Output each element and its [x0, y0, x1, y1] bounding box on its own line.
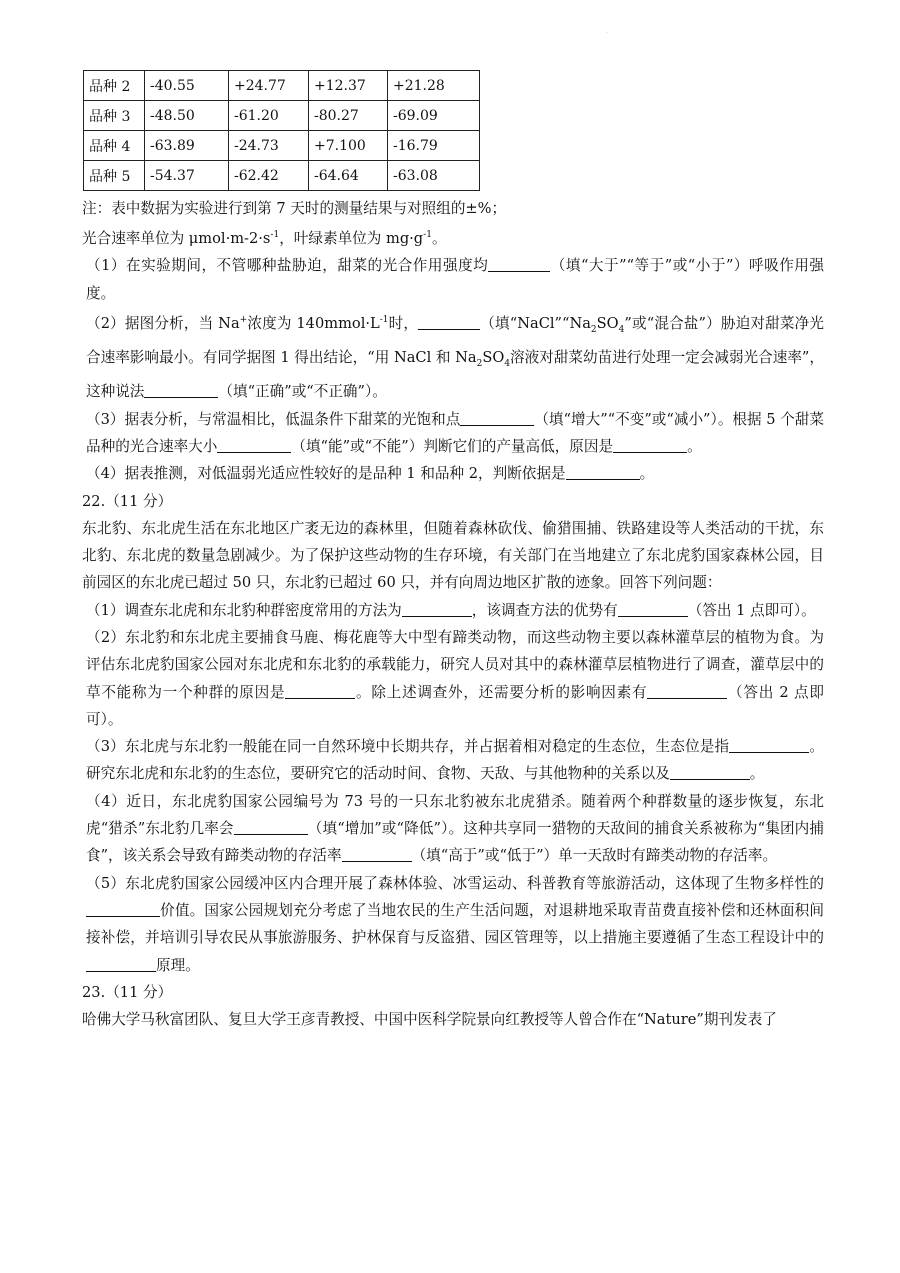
q22-part1: （1）调查东北虎和东北豹种群密度常用的方法为 ，该调查方法的优势有 （答出 1 点即可）。 — [86, 601, 816, 619]
answer-blank[interactable] — [460, 410, 534, 426]
q22-part2: （2）东北豹和东北虎主要捕食马鹿、梅花鹿等大中型有蹄类动物，而这些动物主要以森林灌草层的植物为食。为评估东北虎豹国家公园对东北虎和东北豹的承载能力，研究人员对其中的森林灌草层植物进行了调查，灌草层中的草不能称为一个种群的原因是 。除上述调查外，还需要分析的影响因素有 （答出 2 点即可）。 — [86, 628, 824, 728]
answer-blank[interactable] — [285, 683, 355, 699]
value-cell: -63.08 — [388, 161, 480, 191]
answer-blank[interactable] — [613, 437, 687, 453]
table-row — [84, 101, 480, 131]
answer-blank[interactable] — [670, 764, 750, 780]
row-label-cell: 品种 5 — [84, 161, 145, 191]
value-cell: -63.89 — [145, 131, 229, 161]
q23-intro: 哈佛大学马秋富团队、复旦大学王彦青教授、中国中医科学院景向红教授等人曾合作在“Nature”期刊发表了 — [82, 1011, 777, 1029]
value-cell: +7.100 — [309, 131, 388, 161]
answer-blank[interactable] — [86, 901, 160, 917]
answer-blank[interactable] — [566, 464, 640, 480]
row-label-cell: 品种 4 — [84, 131, 145, 161]
table-row — [84, 71, 480, 101]
answer-blank[interactable] — [402, 601, 472, 617]
value-cell: -24.73 — [229, 131, 309, 161]
value-cell: -80.27 — [309, 101, 388, 131]
table-row — [84, 161, 480, 191]
q22-part3: （3）东北虎与东北豹一般能在同一自然环境中长期共存，并占据着相对稳定的生态位，生态位是指 。研究东北虎和东北豹的生态位，要研究它的活动时间、食物、天敌、与其他物种的关系以及 。 — [86, 738, 824, 783]
value-cell: -61.20 — [229, 101, 309, 131]
answer-blank[interactable] — [647, 683, 727, 699]
q22-part4: （4）近日，东北虎豹国家公园编号为 73 号的一只东北豹被东北虎猎杀。随着两个种群数量的逐步恢复，东北虎“猎杀”东北豹几率会 （填“增加”或“降低”）。这种共享同一猎物的天敌间的捕食关系被称为“集团内捕食”，该关系会导致有蹄类动物的存活率 （填“高于”或“低于”）单一天敌时有蹄类动物的存活率。 — [86, 792, 824, 865]
value-cell: -69.09 — [388, 101, 480, 131]
document-text — [82, 195, 824, 1033]
document-page — [82, 70, 824, 1033]
q22-intro: 东北豹、东北虎生活在东北地区广袤无边的森林里，但随着森林砍伐、偷猎围捕、铁路建设等人类活动的干扰，东北豹、东北虎的数量急剧减少。为了保护这些动物的生存环境，有关部门在当地建立了东北虎豹国家森林公园，目前园区的东北虎已超过 50 只，东北豹已超过 60 只，并有向周边地区扩散的迹象。回答下列问题： — [82, 519, 824, 592]
value-cell: +12.37 — [309, 71, 388, 101]
answer-blank[interactable] — [729, 737, 809, 753]
answer-blank[interactable] — [418, 314, 480, 330]
table-row — [84, 131, 480, 161]
value-cell: -64.64 — [309, 161, 388, 191]
value-cell: -62.42 — [229, 161, 309, 191]
photosynthesis-table — [83, 70, 480, 191]
answer-blank[interactable] — [144, 382, 218, 398]
value-cell: -16.79 — [388, 131, 480, 161]
q21-part3: （3）据表分析，与常温相比，低温条件下甜菜的光饱和点 （填“增大”“不变”或“减小”）。根据 5 个甜菜品种的光合速率大小 （填“能”或“不能”）判断它们的产量高低，原因是 。 — [86, 410, 824, 455]
answer-blank[interactable] — [86, 956, 156, 972]
value-cell: +21.28 — [388, 71, 480, 101]
page-speck: · — [606, 30, 608, 37]
table-note-2: 光合速率单位为 $\mu mol\cdot m-2\cdot s^{-1}$，叶绿素单位为 $mg\cdot g^{-1}$。 — [82, 230, 447, 248]
answer-blank[interactable] — [618, 601, 688, 617]
q21-part1: （1）在实验期间，不管哪种盐胁迫，甜菜的光合作用强度均 （填“大于”“等于”或“小于”）呼吸作用强度。 — [86, 257, 824, 302]
q22-part5: （5）东北虎豹国家公园缓冲区内合理开展了森林体验、冰雪运动、科普教育等旅游活动，这体现了生物多样性的价值。国家公园规划充分考虑了当地农民的生产生活问题，对退耕地采取青苗费直接补偿和还林面积间接补偿，并培训引导农民从事旅游服务、护林保育与反盗猎、园区管理等，以上措施主要遵循了生态工程设计中的原理。 — [86, 874, 824, 974]
value-cell: -40.55 — [145, 71, 229, 101]
table-note-1: 注：表中数据为实验进行到第 7 天时的测量结果与对照组的±%； — [82, 200, 507, 217]
value-cell: -48.50 — [145, 101, 229, 131]
row-label-cell: 品种 3 — [84, 101, 145, 131]
q22-heading: 22.（11 分） — [82, 492, 173, 510]
answer-blank[interactable] — [217, 437, 291, 453]
answer-blank[interactable] — [234, 819, 308, 835]
answer-blank[interactable] — [342, 846, 412, 862]
q21-part4: （4）据表推测，对低温弱光适应性较好的是品种 1 和品种 2，判断依据是 。 — [86, 465, 655, 483]
row-label-cell: 品种 2 — [84, 71, 145, 101]
answer-blank[interactable] — [488, 256, 550, 272]
value-cell: -54.37 — [145, 161, 229, 191]
q21-part2: （2）据图分析，当 Na+浓度为 $140mmol\cdot L^{-1}$时， （填“$NaCl”“Na_2SO_4$”或“混合盐”）胁迫对甜菜净光合速率影响最小。有同学据图 1 得出结论，“用 NaCl 和 $Na_2SO_4$溶液对甜菜幼苗进行处理一定会减弱光合速率”，这种说法 （填“正确”或“不正确”）。 — [86, 314, 824, 401]
value-cell: +24.77 — [229, 71, 309, 101]
q23-heading: 23.（11 分） — [82, 983, 173, 1001]
